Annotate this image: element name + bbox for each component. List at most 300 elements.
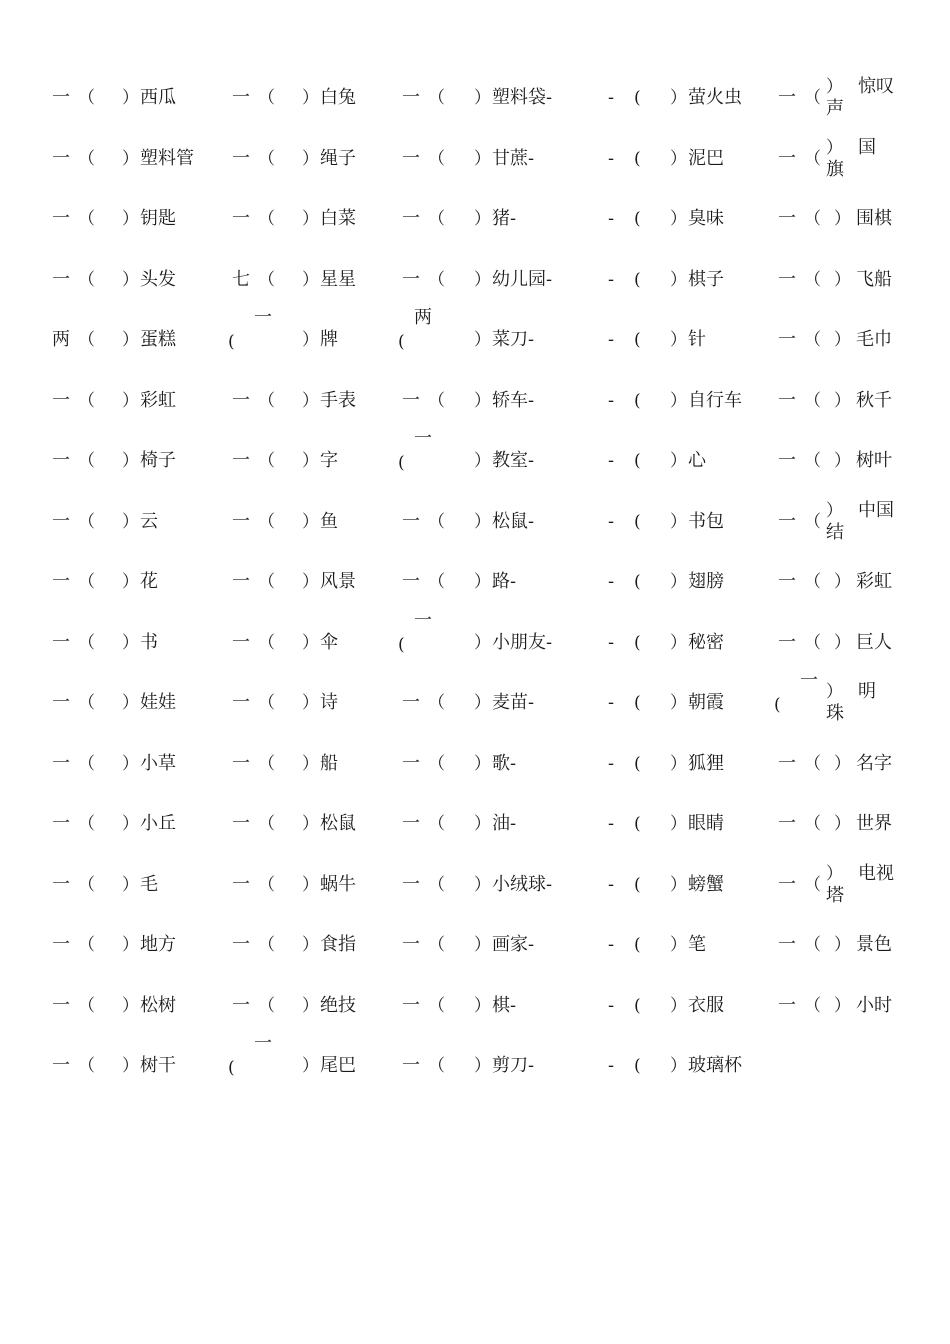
noun-word: 塑料袋-	[492, 87, 553, 108]
blank-item	[398, 610, 577, 676]
close-bracket: ）	[122, 814, 139, 834]
measure-prefix: 一	[52, 450, 70, 471]
open-bracket: (	[634, 270, 641, 290]
close-bracket: ）	[302, 1056, 319, 1076]
close-bracket: ）	[302, 391, 319, 411]
close-bracket: ）	[670, 512, 687, 532]
measure-prefix: 一	[52, 390, 70, 411]
blank-item	[774, 670, 900, 736]
noun-word: 地方	[140, 934, 176, 955]
noun-word: 云	[140, 511, 158, 532]
close-bracket: ）	[302, 572, 319, 592]
noun-word: 小绒球-	[492, 874, 553, 895]
blank-item	[52, 934, 227, 978]
noun-word: 狐狸	[688, 753, 724, 774]
open-bracket: (	[228, 1058, 235, 1078]
measure-prefix: -	[608, 269, 615, 290]
open-bracket: （	[258, 693, 275, 713]
open-bracket: （	[78, 996, 95, 1016]
open-bracket: （	[258, 572, 275, 592]
open-bracket: (	[634, 996, 641, 1016]
measure-prefix: 一	[402, 148, 420, 169]
blank-item	[402, 934, 577, 978]
open-bracket: （	[258, 875, 275, 895]
open-bracket: (	[634, 209, 641, 229]
close-bracket: ）	[302, 814, 319, 834]
open-bracket: (	[634, 572, 641, 592]
open-bracket: （	[78, 633, 95, 653]
noun-word: 秘密	[688, 632, 724, 653]
blank-item	[402, 813, 577, 857]
blank-item	[402, 87, 577, 131]
noun-word: 绳子	[320, 148, 356, 169]
noun-word-wrap: 结	[826, 522, 844, 543]
close-bracket: ）	[670, 270, 687, 290]
measure-prefix: 一	[778, 269, 796, 290]
measure-prefix: 一	[52, 813, 70, 834]
blank-item	[232, 692, 407, 736]
blank-item	[232, 450, 407, 494]
blank-item	[398, 428, 577, 494]
close-bracket: ）	[302, 209, 319, 229]
blank-item	[402, 148, 577, 192]
blank-item	[52, 632, 227, 676]
noun-word: 毛	[140, 874, 158, 895]
blank-item	[52, 995, 227, 1039]
open-bracket: (	[634, 88, 641, 108]
close-bracket: ）	[122, 451, 139, 471]
open-bracket: (	[634, 935, 641, 955]
open-bracket: （	[78, 754, 95, 774]
measure-prefix: 一	[232, 692, 250, 713]
noun-word: 食指	[320, 934, 356, 955]
measure-prefix: 一	[778, 511, 796, 532]
noun-word: 萤火虫	[688, 87, 742, 108]
close-bracket: ）	[474, 149, 491, 169]
noun-word: 蛋糕	[140, 329, 176, 350]
measure-prefix: -	[608, 874, 615, 895]
close-bracket: ）	[670, 1056, 687, 1076]
noun-word: 蜗牛	[320, 874, 356, 895]
noun-word: 船	[320, 753, 338, 774]
close-bracket: ）	[302, 935, 319, 955]
measure-prefix: 一	[778, 450, 796, 471]
blank-item	[228, 1033, 407, 1099]
noun-word: 心	[688, 450, 706, 471]
measure-prefix: 一	[402, 208, 420, 229]
close-bracket: ）	[302, 451, 319, 471]
open-bracket: （	[78, 814, 95, 834]
close-bracket: ）	[670, 814, 687, 834]
open-bracket: （	[78, 451, 95, 471]
noun-word: 国	[858, 137, 876, 158]
noun-word: 松鼠	[320, 813, 356, 834]
close-bracket: ）	[474, 1056, 491, 1076]
blank-item	[608, 148, 783, 192]
measure-prefix: 一	[254, 307, 272, 328]
close-bracket: ）	[670, 330, 687, 350]
noun-word: 明	[858, 681, 876, 702]
close-bracket: ）	[122, 996, 139, 1016]
close-bracket: ）	[826, 138, 843, 158]
open-bracket: （	[804, 875, 821, 895]
blank-item	[608, 995, 783, 1039]
close-bracket: ）	[474, 209, 491, 229]
close-bracket: ）	[474, 935, 491, 955]
close-bracket: ）	[834, 996, 851, 1016]
close-bracket: ）	[302, 996, 319, 1016]
blank-item	[52, 269, 227, 313]
open-bracket: （	[804, 88, 821, 108]
close-bracket: ）	[670, 875, 687, 895]
measure-prefix: 一	[414, 428, 432, 449]
close-bracket: ）	[670, 693, 687, 713]
measure-prefix: 一	[402, 995, 420, 1016]
close-bracket: ）	[670, 572, 687, 592]
open-bracket: (	[398, 453, 405, 473]
blank-item	[52, 753, 227, 797]
close-bracket: ）	[670, 996, 687, 1016]
measure-prefix: 一	[52, 874, 70, 895]
noun-word: 世界	[856, 813, 892, 834]
close-bracket: ）	[302, 875, 319, 895]
measure-prefix: 一	[778, 632, 796, 653]
open-bracket: （	[428, 1056, 445, 1076]
blank-item	[52, 450, 227, 494]
measure-prefix: 一	[52, 692, 70, 713]
blank-item	[608, 692, 783, 736]
close-bracket: ）	[302, 88, 319, 108]
measure-prefix: 一	[414, 610, 432, 631]
close-bracket: ）	[834, 451, 851, 471]
blank-item	[52, 87, 227, 131]
measure-prefix: -	[608, 390, 615, 411]
noun-word-wrap: 塔	[826, 885, 844, 906]
close-bracket: ）	[122, 270, 139, 290]
open-bracket: （	[428, 149, 445, 169]
noun-word: 猪-	[492, 208, 517, 229]
noun-word: 小草	[140, 753, 176, 774]
blank-item	[232, 511, 407, 555]
measure-prefix: 一	[778, 813, 796, 834]
measure-prefix: -	[608, 1055, 615, 1076]
open-bracket: （	[428, 391, 445, 411]
measure-prefix: 一	[778, 148, 796, 169]
open-bracket: （	[78, 330, 95, 350]
noun-word: 树干	[140, 1055, 176, 1076]
close-bracket: ）	[474, 88, 491, 108]
open-bracket: （	[804, 572, 821, 592]
measure-prefix: 一	[232, 874, 250, 895]
close-bracket: ）	[474, 572, 491, 592]
close-bracket: ）	[670, 754, 687, 774]
close-bracket: ）	[302, 754, 319, 774]
measure-prefix: 一	[232, 450, 250, 471]
noun-word: 剪刀-	[492, 1055, 535, 1076]
noun-word: 头发	[140, 269, 176, 290]
open-bracket: (	[398, 332, 405, 352]
measure-prefix: 两	[414, 307, 432, 328]
close-bracket: ）	[670, 633, 687, 653]
blank-item	[232, 571, 407, 615]
noun-word: 菜刀-	[492, 329, 535, 350]
close-bracket: ）	[302, 149, 319, 169]
measure-prefix: 一	[402, 511, 420, 532]
noun-word: 星星	[320, 269, 356, 290]
noun-word: 轿车-	[492, 390, 535, 411]
blank-item	[778, 450, 900, 494]
measure-prefix: -	[608, 571, 615, 592]
measure-prefix: 一	[778, 753, 796, 774]
noun-word-wrap: 声	[826, 98, 844, 119]
blank-item	[52, 511, 227, 555]
noun-word: 自行车	[688, 390, 742, 411]
close-bracket: ）	[122, 935, 139, 955]
open-bracket: (	[634, 330, 641, 350]
close-bracket: ）	[122, 88, 139, 108]
close-bracket: ）	[826, 682, 843, 702]
blank-item	[608, 511, 783, 555]
measure-prefix: 一	[402, 390, 420, 411]
close-bracket: ）	[834, 572, 851, 592]
close-bracket: ）	[122, 1056, 139, 1076]
noun-word: 麦苗-	[492, 692, 535, 713]
noun-word: 松鼠-	[492, 511, 535, 532]
blank-item	[608, 934, 783, 978]
measure-prefix: 一	[402, 874, 420, 895]
measure-prefix: -	[608, 813, 615, 834]
open-bracket: （	[78, 270, 95, 290]
measure-prefix: 一	[232, 995, 250, 1016]
close-bracket: ）	[670, 209, 687, 229]
noun-word: 歌-	[492, 753, 517, 774]
blank-item	[778, 753, 900, 797]
blank-item	[228, 307, 407, 373]
open-bracket: （	[428, 996, 445, 1016]
blank-item	[52, 148, 227, 192]
measure-prefix: 一	[232, 571, 250, 592]
open-bracket: （	[804, 209, 821, 229]
noun-word: 泥巴	[688, 148, 724, 169]
close-bracket: ）	[122, 633, 139, 653]
noun-word: 笔	[688, 934, 706, 955]
measure-prefix: -	[608, 692, 615, 713]
measure-prefix: 一	[778, 87, 796, 108]
measure-prefix: 一	[778, 995, 796, 1016]
close-bracket: ）	[474, 270, 491, 290]
close-bracket: ）	[302, 330, 319, 350]
blank-item	[608, 813, 783, 857]
close-bracket: ）	[834, 814, 851, 834]
noun-word: 玻璃杯	[688, 1055, 742, 1076]
open-bracket: （	[78, 1056, 95, 1076]
measure-prefix: 一	[254, 1033, 272, 1054]
open-bracket: (	[774, 695, 781, 715]
blank-item	[402, 208, 577, 252]
close-bracket: ）	[122, 512, 139, 532]
blank-item	[52, 813, 227, 857]
open-bracket: （	[804, 935, 821, 955]
measure-prefix: 一	[402, 753, 420, 774]
open-bracket: (	[634, 754, 641, 774]
open-bracket: (	[634, 875, 641, 895]
blank-item	[778, 208, 900, 252]
measure-prefix: 七	[232, 269, 250, 290]
blank-item	[778, 863, 900, 918]
close-bracket: ）	[670, 149, 687, 169]
measure-prefix: 一	[402, 571, 420, 592]
noun-word: 尾巴	[320, 1055, 356, 1076]
close-bracket: ）	[122, 754, 139, 774]
close-bracket: ）	[670, 391, 687, 411]
open-bracket: (	[634, 814, 641, 834]
blank-item	[232, 813, 407, 857]
measure-prefix: 一	[52, 571, 70, 592]
open-bracket: （	[78, 875, 95, 895]
open-bracket: （	[428, 935, 445, 955]
blank-item	[402, 753, 577, 797]
close-bracket: ）	[826, 501, 843, 521]
open-bracket: （	[804, 633, 821, 653]
open-bracket: （	[258, 149, 275, 169]
close-bracket: ）	[474, 875, 491, 895]
measure-prefix: 两	[52, 329, 70, 350]
measure-prefix: 一	[232, 632, 250, 653]
noun-word: 画家-	[492, 934, 535, 955]
blank-item	[52, 208, 227, 252]
measure-prefix: -	[608, 934, 615, 955]
blank-item	[778, 329, 900, 373]
close-bracket: ）	[474, 391, 491, 411]
measure-prefix: 一	[232, 148, 250, 169]
measure-prefix: -	[608, 87, 615, 108]
noun-word: 针	[688, 329, 706, 350]
open-bracket: （	[78, 572, 95, 592]
noun-word: 衣服	[688, 995, 724, 1016]
noun-word: 鱼	[320, 511, 338, 532]
blank-item	[778, 76, 900, 131]
noun-word: 花	[140, 571, 158, 592]
blank-item	[778, 934, 900, 978]
open-bracket: （	[428, 754, 445, 774]
measure-prefix: 一	[402, 1055, 420, 1076]
blank-item	[232, 632, 407, 676]
blank-item	[402, 995, 577, 1039]
open-bracket: （	[258, 996, 275, 1016]
noun-word-wrap: 旗	[826, 159, 844, 180]
open-bracket: （	[258, 391, 275, 411]
noun-word: 绝技	[320, 995, 356, 1016]
open-bracket: （	[804, 996, 821, 1016]
noun-word: 电视	[858, 863, 894, 884]
measure-prefix: 一	[52, 934, 70, 955]
close-bracket: ）	[834, 209, 851, 229]
close-bracket: ）	[122, 391, 139, 411]
measure-prefix: 一	[232, 753, 250, 774]
close-bracket: ）	[474, 814, 491, 834]
open-bracket: (	[634, 391, 641, 411]
measure-prefix: 一	[778, 390, 796, 411]
open-bracket: （	[78, 693, 95, 713]
measure-prefix: -	[608, 148, 615, 169]
open-bracket: （	[804, 391, 821, 411]
noun-word: 小时	[856, 995, 892, 1016]
noun-word: 围棋	[856, 208, 892, 229]
close-bracket: ）	[834, 633, 851, 653]
open-bracket: （	[804, 149, 821, 169]
measure-prefix: 一	[52, 632, 70, 653]
noun-word: 椅子	[140, 450, 176, 471]
close-bracket: ）	[834, 754, 851, 774]
blank-item	[778, 995, 900, 1039]
noun-word: 臭味	[688, 208, 724, 229]
noun-word: 油-	[492, 813, 517, 834]
open-bracket: （	[428, 270, 445, 290]
noun-word: 小丘	[140, 813, 176, 834]
noun-word-wrap: 珠	[826, 703, 844, 724]
measure-prefix: -	[608, 511, 615, 532]
close-bracket: ）	[122, 330, 139, 350]
open-bracket: （	[804, 451, 821, 471]
blank-item	[778, 500, 900, 555]
open-bracket: (	[634, 512, 641, 532]
close-bracket: ）	[670, 451, 687, 471]
open-bracket: （	[428, 88, 445, 108]
noun-word: 钥匙	[140, 208, 176, 229]
close-bracket: ）	[826, 77, 843, 97]
measure-prefix: 一	[402, 934, 420, 955]
open-bracket: （	[428, 814, 445, 834]
open-bracket: (	[634, 1056, 641, 1076]
blank-item	[232, 87, 407, 131]
open-bracket: （	[804, 270, 821, 290]
open-bracket: （	[258, 451, 275, 471]
noun-word: 秋千	[856, 390, 892, 411]
blank-item	[232, 208, 407, 252]
measure-prefix: 一	[52, 1055, 70, 1076]
open-bracket: （	[804, 754, 821, 774]
blank-item	[608, 450, 783, 494]
noun-word: 字	[320, 450, 338, 471]
blank-item	[608, 1055, 783, 1099]
noun-word: 牌	[320, 329, 338, 350]
open-bracket: （	[78, 935, 95, 955]
blank-item	[232, 934, 407, 978]
close-bracket: ）	[302, 512, 319, 532]
noun-word: 幼儿园-	[492, 269, 553, 290]
measure-prefix: 一	[52, 995, 70, 1016]
close-bracket: ）	[834, 330, 851, 350]
close-bracket: ）	[302, 270, 319, 290]
measure-prefix: -	[608, 208, 615, 229]
measure-prefix: 一	[232, 511, 250, 532]
blank-item	[52, 329, 227, 373]
noun-word: 书	[140, 632, 158, 653]
measure-prefix: 一	[52, 87, 70, 108]
noun-word: 白菜	[320, 208, 356, 229]
measure-prefix: 一	[402, 692, 420, 713]
noun-word: 伞	[320, 632, 338, 653]
open-bracket: （	[258, 814, 275, 834]
measure-prefix: 一	[402, 269, 420, 290]
close-bracket: ）	[670, 935, 687, 955]
noun-word: 路-	[492, 571, 517, 592]
measure-prefix: -	[608, 995, 615, 1016]
close-bracket: ）	[474, 512, 491, 532]
blank-item	[232, 874, 407, 918]
measure-prefix: 一	[800, 670, 818, 691]
blank-item	[608, 632, 783, 676]
